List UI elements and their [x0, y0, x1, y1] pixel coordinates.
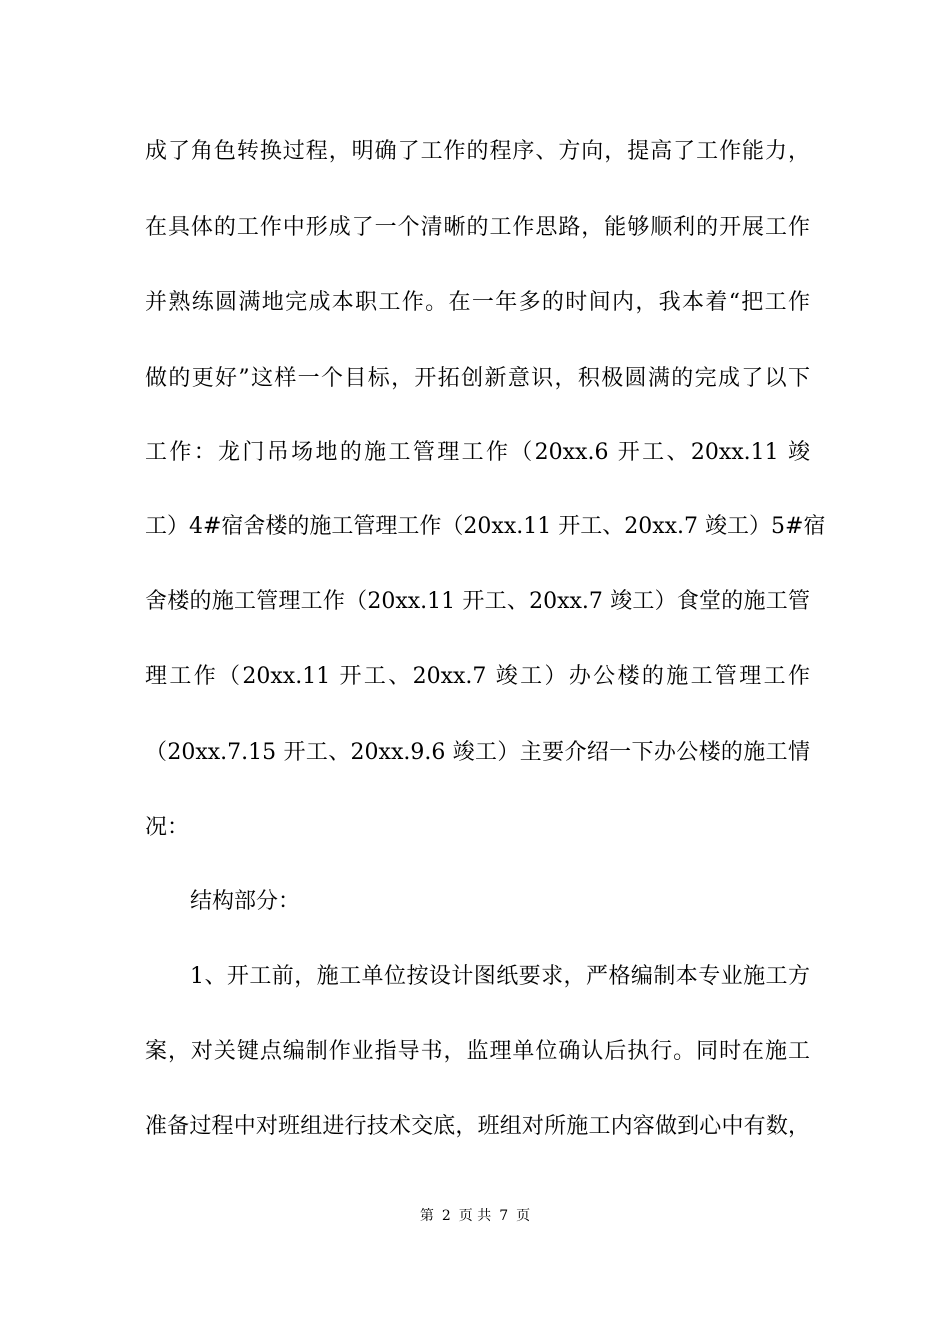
paragraph-line: 成了角色转换过程，明确了工作的程序、方向，提高了工作能力，	[145, 139, 810, 164]
paragraph-line: （20xx.7.15 开工、20xx.9.6 竣工）主要介绍一下办公楼的施工情	[145, 740, 810, 765]
page-number: 2	[441, 1208, 451, 1224]
paragraph-line: 并熟练圆满地完成本职工作。在一年多的时间内，我本着“把工作	[145, 290, 810, 315]
paragraph-line: 在具体的工作中形成了一个清晰的工作思路，能够顺利的开展工作	[145, 215, 810, 240]
paragraph-line: 1、开工前，施工单位按设计图纸要求，严格编制本专业施工方	[190, 964, 810, 989]
paragraph-line: 做的更好”这样一个目标，开拓创新意识，积极圆满的完成了以下	[145, 366, 810, 391]
footer-prefix: 第	[419, 1208, 434, 1224]
paragraph-line: 舍楼的施工管理工作（20xx.11 开工、20xx.7 竣工）食堂的施工管	[145, 589, 810, 614]
footer-suffix: 页	[516, 1208, 531, 1224]
total-pages: 7	[499, 1208, 509, 1224]
paragraph-line: 工作：龙门吊场地的施工管理工作（20xx.6 开工、20xx.11 竣	[145, 440, 810, 465]
paragraph-line: 工）4#宿舍楼的施工管理工作（20xx.11 开工、20xx.7 竣工）5#宿	[145, 514, 826, 539]
page-footer	[0, 1206, 950, 1226]
paragraph-line: 准备过程中对班组进行技术交底，班组对所施工内容做到心中有数，	[145, 1114, 810, 1139]
paragraph-line: 况：	[145, 815, 190, 840]
section-heading: 结构部分：	[190, 889, 301, 914]
paragraph-line: 案，对关键点编制作业指导书，监理单位确认后执行。同时在施工	[145, 1039, 810, 1064]
footer-middle: 页 共	[458, 1208, 492, 1224]
paragraph-line: 理工作（20xx.11 开工、20xx.7 竣工）办公楼的施工管理工作	[145, 664, 810, 689]
